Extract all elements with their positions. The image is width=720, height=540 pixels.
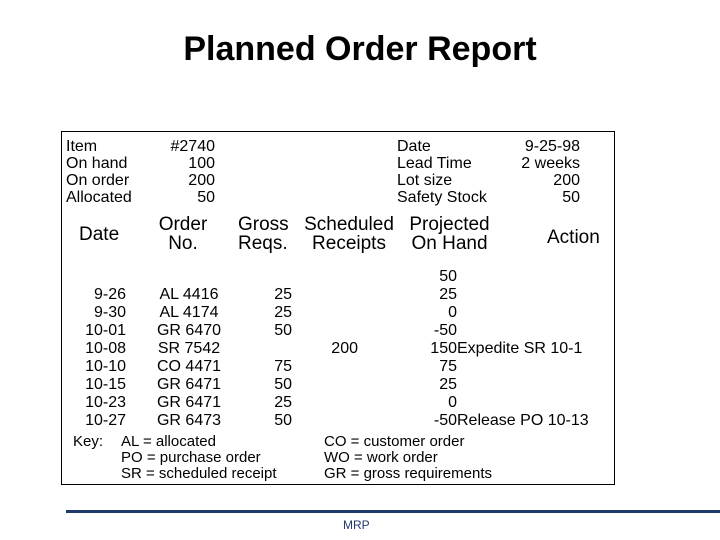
table-cell-gross: 25 [274, 394, 292, 411]
key-entry: PO = purchase order [121, 449, 261, 466]
table-cell-projected: -50 [433, 322, 457, 339]
table-cell-gross: 50 [274, 322, 292, 339]
col-header-order-line2: No. [168, 233, 198, 254]
table-cell-order: SR 7542 [157, 340, 221, 357]
table-cell-action: Release PO 10-13 [457, 412, 589, 429]
table-cell-date: 10-15 [85, 376, 126, 393]
header-right-values [490, 138, 580, 206]
lot-size-value: 200 [553, 172, 580, 189]
col-header-projected [402, 215, 497, 253]
table-cell-order: GR 6473 [156, 412, 222, 429]
col-header-scheduled-line2: Receipts [312, 233, 386, 254]
table-cell-gross: 25 [274, 304, 292, 321]
key-right [324, 434, 492, 482]
key-entry: GR = gross requirements [324, 465, 492, 482]
col-header-gross [238, 215, 289, 253]
table-cell-projected: 25 [439, 286, 457, 303]
table-cell-scheduled [320, 322, 358, 340]
table-cell-date: 9-26 [93, 286, 126, 303]
table-cell-gross: 50 [274, 412, 292, 429]
table-cell-order: GR 6471 [156, 394, 222, 411]
table-cell-projected: 75 [439, 358, 457, 375]
allocated-value: 50 [197, 189, 215, 206]
page-title: Planned Order Report [183, 30, 537, 68]
projected-initial: 50 [439, 268, 457, 285]
table-cell-gross: 25 [274, 286, 292, 303]
table-cell-projected: 25 [439, 376, 457, 393]
table-cell-action: Expedite SR 10-1 [457, 340, 583, 357]
gross-column [262, 286, 292, 430]
table-cell-action [457, 322, 589, 340]
table-cell-order: CO 4471 [156, 358, 222, 375]
action-column [457, 286, 589, 430]
table-cell-scheduled [320, 358, 358, 376]
table-cell-order: AL 4416 [159, 286, 219, 303]
item-label: Item [66, 138, 98, 155]
table-cell-date: 10-10 [85, 358, 126, 375]
key-entry: AL = allocated [121, 433, 216, 450]
lead-time-label: Lead Time [397, 155, 472, 172]
col-header-projected-line1: Projected [409, 214, 490, 235]
col-header-gross-line2: Reqs. [238, 233, 288, 254]
table-cell-action [457, 304, 589, 322]
lead-time-value: 2 weeks [521, 155, 580, 172]
footer-rule [66, 510, 720, 513]
on-order-label: On order [66, 172, 130, 189]
col-header-order-line1: Order [158, 214, 208, 235]
table-cell-projected: -50 [433, 412, 457, 429]
table-cell-action [457, 394, 589, 412]
table-cell-date: 10-27 [85, 412, 126, 429]
on-hand-label: On hand [66, 155, 128, 172]
col-header-gross-line1: Gross [238, 214, 289, 235]
col-header-scheduled [298, 215, 400, 253]
table-cell-date: 9-30 [93, 304, 126, 321]
safety-stock-label: Safety Stock [397, 189, 487, 206]
table-cell-gross: 75 [274, 358, 292, 375]
col-header-order [150, 215, 216, 253]
key-label: Key: [73, 433, 104, 450]
table-cell-projected: 150 [430, 340, 457, 357]
table-cell-action [457, 358, 589, 376]
table-cell-scheduled [320, 286, 358, 304]
lot-size-label: Lot size [397, 172, 453, 189]
header-left-values [150, 138, 215, 206]
order-column [148, 286, 230, 430]
key-entry: SR = scheduled receipt [121, 465, 277, 482]
col-header-scheduled-line1: Scheduled [304, 214, 394, 235]
on-order-value: 200 [188, 172, 215, 189]
table-cell-projected: 0 [448, 394, 457, 411]
col-header-action: Action [547, 227, 600, 248]
table-cell-date: 10-01 [85, 322, 126, 339]
table-cell-gross: 50 [274, 376, 292, 393]
table-cell-scheduled [320, 376, 358, 394]
table-cell-date: 10-23 [85, 394, 126, 411]
header-right-labels [397, 138, 487, 206]
table-cell-order: GR 6470 [156, 322, 222, 339]
table-cell-action [457, 376, 589, 394]
table-cell-scheduled: 200 [331, 340, 358, 357]
date-column [66, 286, 126, 430]
table-cell-order: AL 4174 [159, 304, 219, 321]
col-header-date: Date [79, 224, 120, 245]
col-header-projected-line2: On Hand [411, 233, 488, 254]
footer-label: MRP [343, 518, 370, 532]
header-left-labels [66, 138, 132, 206]
safety-stock-value: 50 [562, 189, 580, 206]
table-cell-scheduled [320, 412, 358, 430]
table-cell-order: GR 6471 [156, 376, 222, 393]
scheduled-column [320, 286, 358, 430]
table-cell-scheduled [320, 394, 358, 412]
table-cell-action [457, 286, 589, 304]
key-left [121, 434, 277, 482]
on-hand-value: 100 [188, 155, 215, 172]
allocated-label: Allocated [66, 189, 132, 206]
item-value: #2740 [170, 138, 215, 155]
projected-column [400, 268, 457, 430]
table-cell-date: 10-08 [85, 340, 126, 357]
key-entry: WO = work order [324, 449, 438, 466]
date-label: Date [397, 138, 431, 155]
table-cell-gross [262, 340, 292, 358]
table-cell-projected: 0 [448, 304, 457, 321]
table-cell-scheduled [320, 304, 358, 322]
date-value: 9-25-98 [524, 138, 580, 155]
key-entry: CO = customer order [324, 433, 465, 450]
